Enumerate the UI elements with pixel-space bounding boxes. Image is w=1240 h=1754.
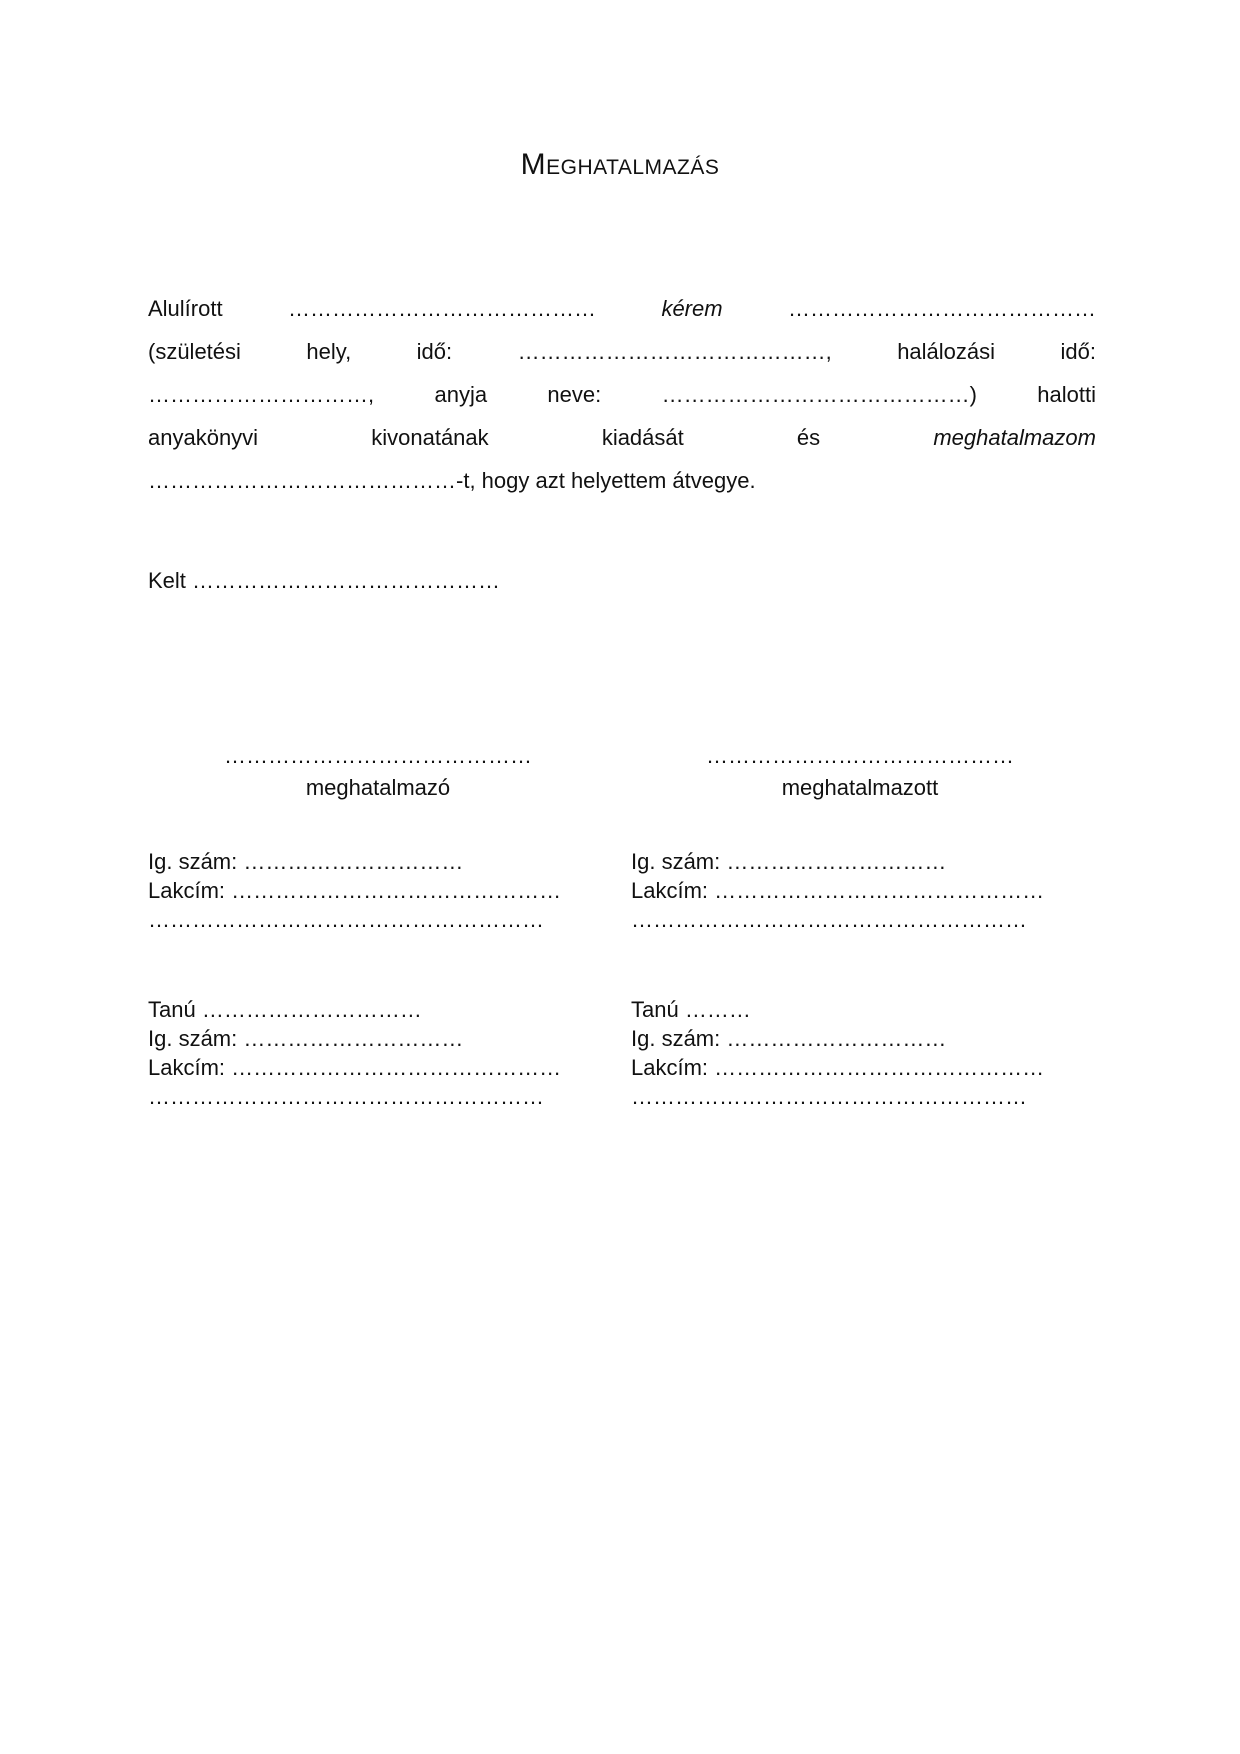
- paragraph-word: (születési: [148, 339, 241, 364]
- paragraph-line-3: [148, 373, 1096, 416]
- witness-name-line: Tanú …………………………: [148, 997, 422, 1022]
- paragraph-word: kivonatának: [371, 425, 489, 450]
- paragraph-line-5: ……………………………………-t, hogy azt helyettem átvegye.: [148, 468, 756, 493]
- signature-label: meghatalmazó: [305, 775, 451, 800]
- paragraph-word: halotti: [1037, 382, 1096, 407]
- address-continuation-line: ………………………………………………: [631, 1084, 1027, 1109]
- signature-line: ……………………………………: [224, 743, 532, 768]
- paragraph-word: anyja: [434, 382, 488, 407]
- id-number-line: Ig. szám: …………………………: [148, 1026, 464, 1051]
- paragraph-line-4: [148, 416, 1096, 459]
- address-line: Lakcím: ………………………………………: [148, 1055, 562, 1080]
- signature-label: meghatalmazott: [781, 775, 939, 800]
- death-date-blank: …………………………,: [148, 382, 375, 407]
- paragraph-word: halálozási: [897, 339, 996, 364]
- signature-line: ……………………………………: [706, 743, 1014, 768]
- address-continuation-line: ………………………………………………: [148, 907, 544, 932]
- id-number-line: Ig. szám: …………………………: [631, 849, 947, 874]
- paragraph-word: kiadását: [601, 425, 684, 450]
- witness-1-block: [148, 995, 561, 1111]
- address-line: Lakcím: ………………………………………: [631, 878, 1045, 903]
- deceased-name-blank: ……………………………………: [787, 296, 1096, 321]
- agent-id-block: [631, 847, 1044, 934]
- paragraph-line-2: [148, 330, 1096, 373]
- witness-2-block: [631, 995, 1044, 1111]
- principal-id-block: [148, 847, 561, 934]
- paragraph-word: idő:: [416, 339, 453, 364]
- paragraph-word: idő:: [1060, 339, 1096, 364]
- paragraph-word: hely,: [306, 339, 352, 364]
- address-continuation-line: ………………………………………………: [148, 1084, 544, 1109]
- paragraph-word-italic: meghatalmazom: [933, 425, 1096, 450]
- paragraph-line-1: [148, 287, 1096, 330]
- paragraph-word: és: [796, 425, 821, 450]
- address-line: Lakcím: ………………………………………: [148, 878, 562, 903]
- signature-principal: [168, 740, 588, 804]
- address-continuation-line: ………………………………………………: [631, 907, 1027, 932]
- signature-agent: [650, 740, 1070, 804]
- paragraph-word: anyakönyvi: [148, 425, 259, 450]
- paragraph-word-italic: kérem: [661, 296, 723, 321]
- id-number-line: Ig. szám: …………………………: [148, 849, 464, 874]
- address-line: Lakcím: ………………………………………: [631, 1055, 1045, 1080]
- id-number-line: Ig. szám: …………………………: [631, 1026, 947, 1051]
- name-blank: ……………………………………: [288, 296, 597, 321]
- paragraph-word: Alulírott: [148, 296, 223, 321]
- paragraph-word: neve:: [547, 382, 602, 407]
- date-place-line: Kelt ……………………………………: [148, 568, 501, 593]
- birth-place-date-blank: ……………………………………,: [517, 339, 832, 364]
- document-title: Meghatalmazás: [520, 148, 720, 181]
- witness-name-line: Tanú ………: [631, 997, 751, 1022]
- authorization-paragraph: [148, 287, 1096, 502]
- mother-name-blank: ……………………………………): [661, 382, 977, 407]
